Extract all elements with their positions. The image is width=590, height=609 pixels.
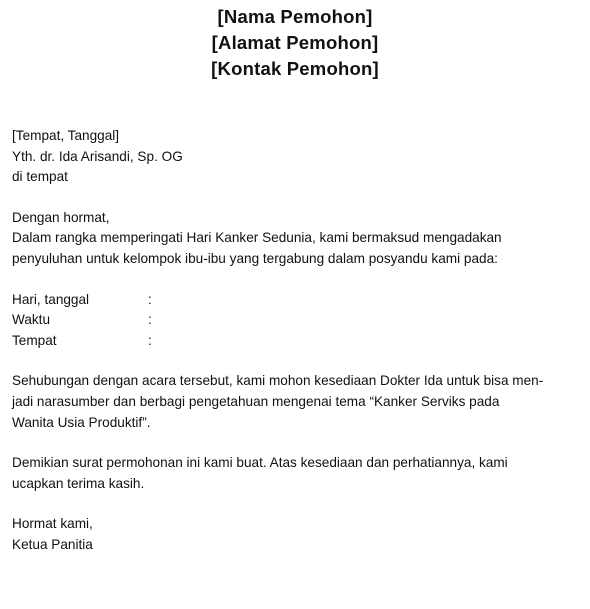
closing-paragraph-line: ucapkan terima kasih. (12, 475, 145, 491)
applicant-address: [Alamat Pemohon] (211, 32, 379, 53)
recipient-location: di tempat (12, 169, 68, 185)
field-colon: : (148, 291, 152, 307)
opening-paragraph-line: penyuluhan untuk kelompok ibu-ibu yang tergabung dalam posyandu kami pada: (12, 250, 498, 266)
signature-title: Ketua Panitia (12, 536, 93, 552)
spacer (12, 433, 582, 453)
spacer (12, 188, 582, 208)
applicant-contact: [Kontak Pemohon] (211, 58, 379, 79)
applicant-name: [Nama Pemohon] (217, 6, 373, 27)
place-date: [Tempat, Tanggal] (12, 128, 120, 143)
signature-salutation: Hormat kami, (12, 516, 93, 532)
letter-body (12, 126, 582, 556)
closing-paragraph-line: Demikian surat permohonan ini kami buat. Atas kesediaan dan perhatiannya, kami (12, 455, 508, 471)
field-row-place (12, 331, 582, 352)
field-row-day-date (12, 290, 582, 311)
field-row-time (12, 310, 582, 331)
letter-header (0, 4, 590, 82)
request-paragraph-line: Sehubungan dengan acara tersebut, kami mohon kesediaan Dokter Ida untuk bisa men- (12, 373, 544, 389)
spacer (12, 270, 582, 290)
field-colon: : (148, 312, 152, 328)
recipient-name: Yth. dr. Ida Arisandi, Sp. OG (12, 148, 183, 164)
field-label: Waktu (12, 312, 51, 328)
field-label: Tempat (12, 332, 57, 348)
opening-paragraph-line: Dalam rangka memperingati Hari Kanker Sedunia, kami bermaksud mengadakan (12, 230, 502, 246)
field-colon: : (148, 332, 152, 348)
spacer (12, 494, 582, 514)
request-paragraph-line: Wanita Usia Produktif”. (12, 414, 151, 430)
request-paragraph-line: jadi narasumber dan berbagi pengetahuan mengenai tema “Kanker Serviks pada (12, 393, 500, 409)
spacer (12, 351, 582, 371)
greeting: Dengan hormat, (12, 209, 110, 225)
field-label: Hari, tanggal (12, 291, 90, 307)
